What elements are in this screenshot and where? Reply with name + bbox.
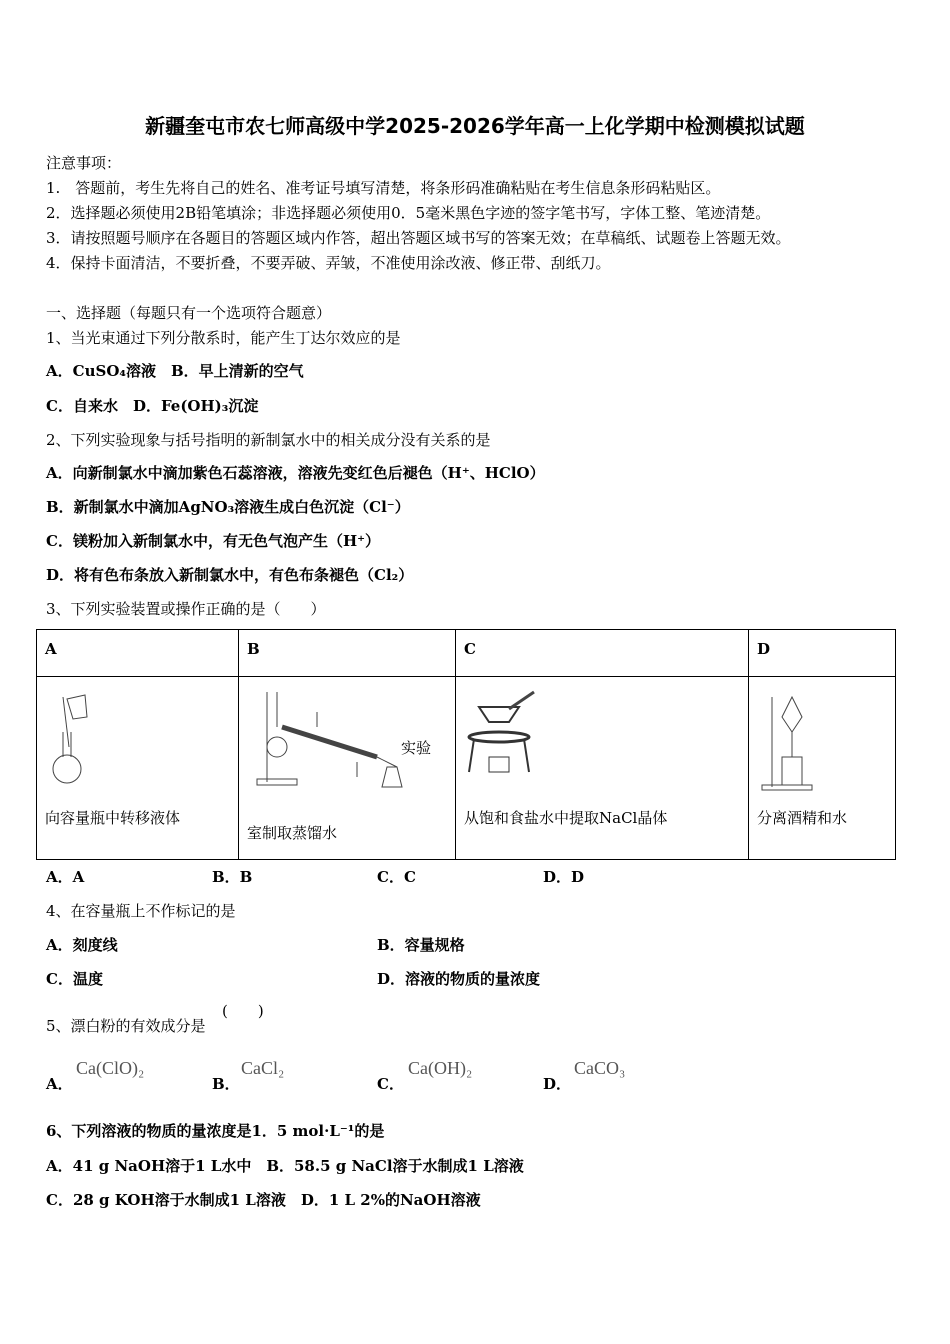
q2-option-c: C．镁粉加入新制氯水中，有无色气泡产生（H⁺） [46, 532, 381, 550]
notice-item: 3．请按照题号顺序在各题目的答题区域内作答，超出答题区域书写的答案无效；在草稿纸、试题卷上答题无效。 [46, 229, 791, 247]
b-label: 实验 [401, 739, 432, 757]
q3-option-c[interactable]: C．C [377, 868, 416, 886]
q4-stem: 4、在容量瓶上不作标记的是 [46, 902, 236, 920]
q2-stem: 2、下列实验现象与括号指明的新制氯水中的相关成分没有关系的是 [46, 431, 491, 449]
q5-formula-d: CaCO₃ [574, 1058, 626, 1078]
notice-item: 1. 答题前，考生先将自己的姓名、准考证号填写清楚，将条形码准确粘贴在考生信息条形码粘贴区。 [46, 179, 721, 197]
q5-letter-d[interactable]: D． [543, 1075, 572, 1093]
notice-item: 4．保持卡面清洁，不要折叠，不要弄破、弄皱，不准使用涂改液、修正带、刮纸刀。 [46, 254, 611, 272]
page-title: 新疆奎屯市农七师高级中学2025-2026学年高一上化学期中检测模拟试题 [145, 114, 805, 138]
q1-options: C．自来水 D．Fe(OH)₃沉淀 [46, 397, 259, 415]
header-d: D [749, 630, 896, 677]
q5-paren: ( ) [222, 1002, 264, 1020]
q5-letter-c[interactable]: C． [377, 1075, 404, 1093]
q5-letter-a[interactable]: A． [46, 1075, 73, 1093]
q5-formula-a: Ca(ClO)₂ [76, 1058, 145, 1078]
evaporation-image [464, 687, 554, 787]
q5-formula-b: CaCl₂ [241, 1058, 285, 1078]
header-b: B [239, 630, 456, 677]
header-c: C [456, 630, 749, 677]
q1-options: A．CuSO₄溶液 B．早上清新的空气 [46, 362, 304, 380]
q3-option-d[interactable]: D．D [543, 868, 585, 886]
q4-option-d[interactable]: D．溶液的物质的量浓度 [377, 970, 541, 988]
q5-formula-c: Ca(OH)₂ [408, 1058, 473, 1078]
q2-option-a: A．向新制氯水中滴加紫色石蕊溶液，溶液先变红色后褪色（H⁺、HClO） [46, 464, 545, 482]
notice-item: 2．选择题必须使用2B铅笔填涂；非选择题必须使用0．5毫米黑色字迹的签字笔书写，字体工整、笔迹清楚。 [46, 204, 771, 222]
notice-heading: 注意事项： [46, 154, 122, 172]
separatory-funnel-image [757, 687, 827, 797]
q3-stem: 3、下列实验装置或操作正确的是（ ） [46, 600, 326, 618]
q6-stem: 6、下列溶液的物质的量浓度是1．5 mol·L⁻¹的是 [46, 1122, 385, 1140]
q3-option-b[interactable]: B．B [212, 868, 253, 886]
caption-a: 向容量瓶中转移液体 [45, 809, 181, 827]
q5-letter-b[interactable]: B． [212, 1075, 240, 1093]
q2-option-b: B．新制氯水中滴加AgNO₃溶液生成白色沉淀（Cl⁻） [46, 498, 410, 516]
q4-option-c[interactable]: C．温度 [46, 970, 103, 988]
q3-option-a[interactable]: A．A [46, 868, 85, 886]
caption-c: 从饱和食盐水中提取NaCl晶体 [464, 809, 668, 827]
q5-stem: 5、漂白粉的有效成分是 [46, 1017, 206, 1035]
header-a: A [37, 630, 239, 677]
volumetric-flask-image [45, 687, 115, 787]
q6-options: C．28 g KOH溶于水制成1 L溶液 D．1 L 2%的NaOH溶液 [46, 1191, 481, 1209]
q6-options: A．41 g NaOH溶于1 L水中 B．58.5 g NaCl溶于水制成1 L溶液 [46, 1157, 524, 1175]
caption-d: 分离酒精和水 [757, 809, 848, 827]
q2-option-d: D．将有色布条放入新制氯水中，有色布条褪色（Cl₂） [46, 566, 414, 584]
q1-stem: 1、当光束通过下列分散系时，能产生丁达尔效应的是 [46, 329, 401, 347]
caption-b: 室制取蒸馏水 [247, 824, 338, 842]
q3-table [36, 629, 896, 860]
q4-option-b[interactable]: B．容量规格 [377, 936, 465, 954]
q4-option-a[interactable]: A．刻度线 [46, 936, 118, 954]
section-heading: 一、选择题（每题只有一个选项符合题意） [46, 304, 332, 322]
